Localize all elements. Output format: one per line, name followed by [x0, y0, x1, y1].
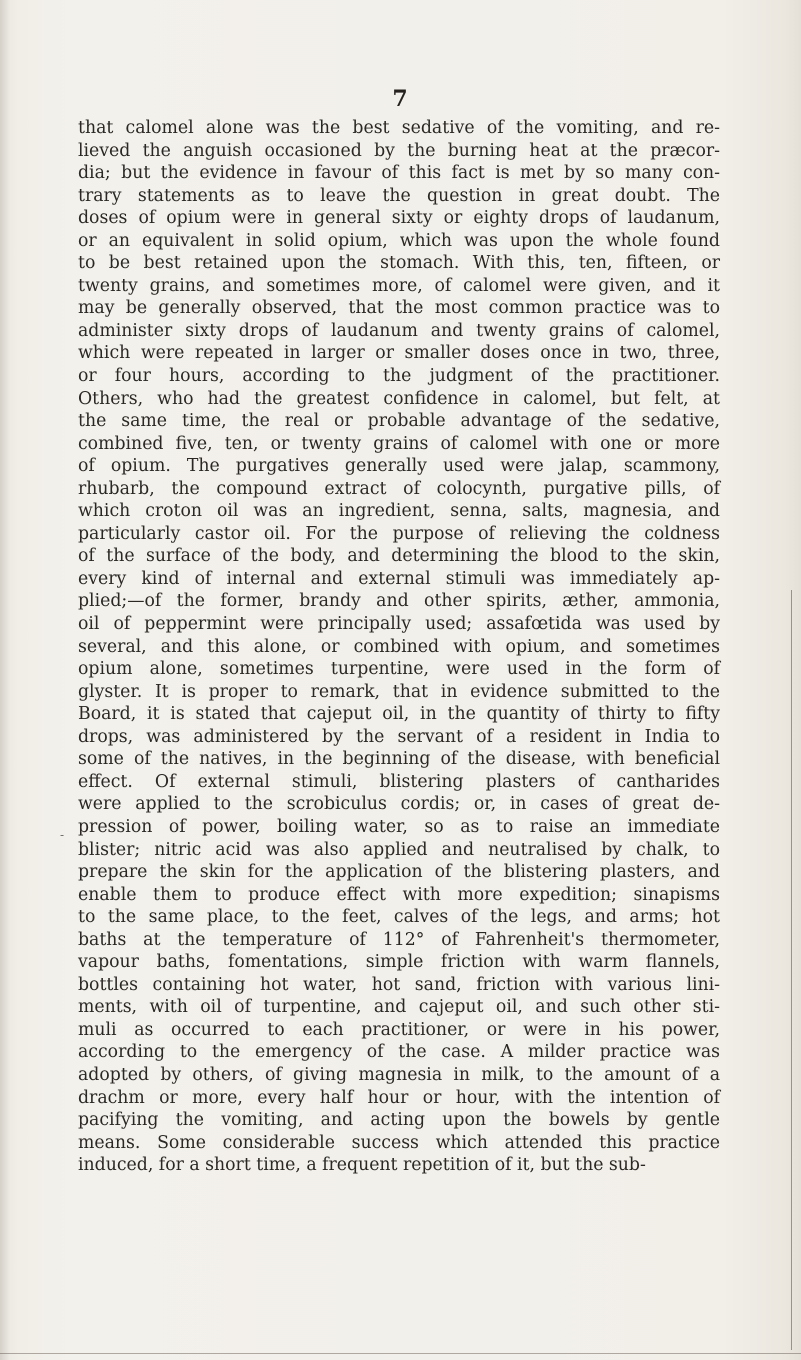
- page-gutter-shadow: [0, 0, 10, 1360]
- text-line: twenty grains, and sometimes more, of calomel were given, and it: [78, 275, 720, 296]
- text-line: Board, it is stated that cajeput oil, in the quantity of thirty to fifty: [78, 704, 720, 725]
- text-line: Others, who had the greatest confidence in calomel, but felt, at: [78, 388, 720, 409]
- text-line: enable them to produce effect with more expedition; sinapisms: [78, 884, 720, 905]
- text-line: may be generally observed, that the most common practice was to: [78, 298, 720, 319]
- text-line: which croton oil was an ingredient, senna, salts, magnesia, and: [78, 501, 720, 522]
- text-line: to be best retained upon the stomach. With this, ten, fifteen, or: [78, 253, 720, 274]
- text-line: administer sixty drops of laudanum and twenty grains of calomel,: [78, 320, 720, 341]
- text-line: oil of peppermint were principally used; assafœtida was used by: [78, 614, 720, 635]
- text-line: or an equivalent in solid opium, which was upon the whole found: [78, 230, 720, 251]
- text-line: baths at the temperature of 112° of Fahrenheit's thermometer,: [78, 929, 720, 950]
- text-line: every kind of internal and external stimuli was immediately ap-: [78, 568, 720, 589]
- text-line: to the same place, to the feet, calves of the legs, and arms; hot: [78, 907, 720, 928]
- text-line: vapour baths, fomentations, simple friction with warm flannels,: [78, 952, 720, 973]
- text-line: were applied to the scrobiculus cordis; or, in cases of great de-: [78, 794, 720, 815]
- text-line: blister; nitric acid was also applied and neutralised by chalk, to: [78, 839, 720, 860]
- text-line: some of the natives, in the beginning of the disease, with beneficial: [78, 749, 720, 770]
- text-line: doses of opium were in general sixty or eighty drops of laudanum,: [78, 208, 720, 229]
- text-line: of opium. The purgatives generally used were jalap, scammony,: [78, 456, 720, 477]
- text-line: combined five, ten, or twenty grains of calomel with one or more: [78, 433, 720, 454]
- page-number: 7: [392, 86, 409, 112]
- text-line: that calomel alone was the best sedative of the vomiting, and re-: [78, 118, 720, 138]
- text-line: muli as occurred to each practitioner, or were in his power,: [78, 1019, 720, 1040]
- text-line: pacifying the vomiting, and acting upon the bowels by gentle: [78, 1110, 720, 1131]
- text-line: or four hours, according to the judgment of the practitioner.: [78, 366, 720, 387]
- text-line: glyster. It is proper to remark, that in evidence submitted to the: [78, 681, 720, 702]
- text-line: induced, for a short time, a frequent repetition of it, but the sub-: [78, 1155, 646, 1176]
- margin-mark: -: [60, 828, 65, 842]
- text-line: the same time, the real or probable advantage of the sedative,: [78, 411, 720, 432]
- text-line: lieved the anguish occasioned by the burning heat at the præcor-: [78, 140, 720, 161]
- text-line: prepare the skin for the application of the blistering plasters, and: [78, 862, 720, 883]
- text-line: plied;—of the former, brandy and other spirits, æther, ammonia,: [78, 591, 720, 612]
- text-line: which were repeated in larger or smaller doses once in two, three,: [78, 343, 720, 364]
- text-line: opium alone, sometimes turpentine, were used in the form of: [78, 659, 720, 680]
- text-line: ments, with oil of turpentine, and cajeput oil, and such other sti-: [78, 997, 720, 1018]
- text-line: drops, was administered by the servant of a resident in India to: [78, 726, 720, 747]
- text-line: according to the emergency of the case. A milder practice was: [78, 1042, 720, 1063]
- page-edge-rule: [791, 590, 792, 1350]
- text-line: rhubarb, the compound extract of colocynth, purgative pills, of: [78, 478, 720, 499]
- body-text: [78, 117, 720, 1177]
- text-line: trary statements as to leave the question in great doubt. The: [78, 185, 720, 206]
- text-line: effect. Of external stimuli, blistering plasters of cantharides: [78, 771, 720, 792]
- text-line: means. Some considerable success which attended this practice: [78, 1132, 720, 1153]
- text-line: of the surface of the body, and determining the blood to the skin,: [78, 546, 720, 567]
- text-line: several, and this alone, or combined with opium, and sometimes: [78, 636, 720, 657]
- text-line: bottles containing hot water, hot sand, friction with various lini-: [78, 974, 720, 995]
- text-line: pression of power, boiling water, so as to raise an immediate: [78, 816, 720, 837]
- text-line: drachm or more, every half hour or hour, with the intention of: [78, 1087, 720, 1108]
- text-line: particularly castor oil. For the purpose of relieving the coldness: [78, 523, 720, 544]
- page-bottom-rule: [0, 1353, 801, 1354]
- text-line: adopted by others, of giving magnesia in milk, to the amount of a: [78, 1064, 720, 1085]
- text-line: dia; but the evidence in favour of this fact is met by so many con-: [78, 163, 720, 184]
